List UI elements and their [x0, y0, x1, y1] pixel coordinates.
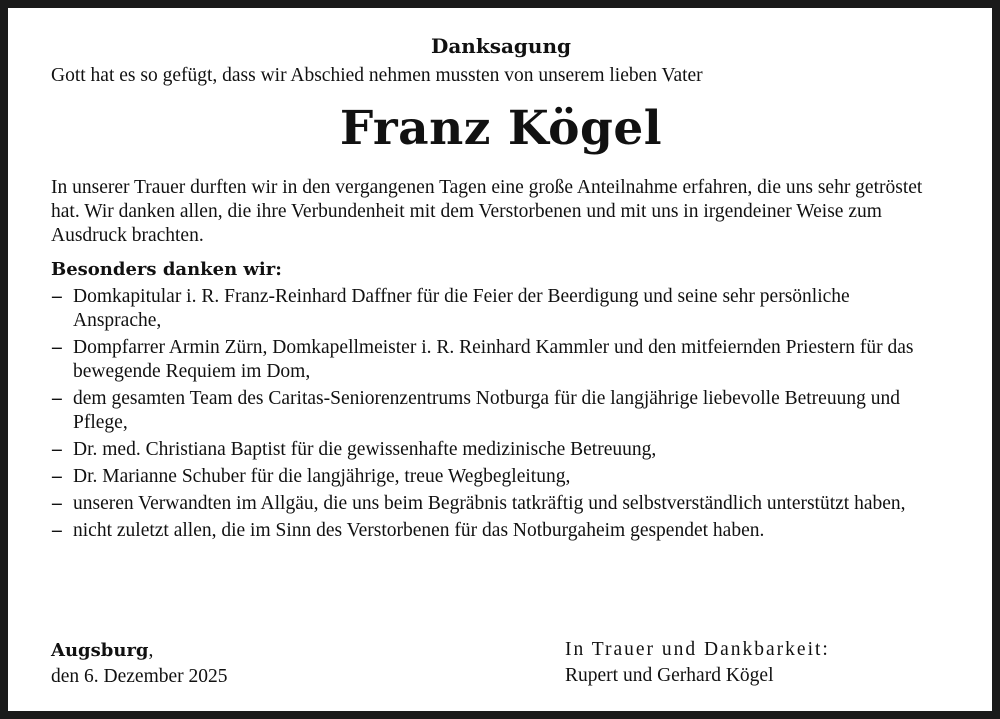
list-item-text: Dompfarrer Armin Zürn, Domkapellmeister i. R. Reinhard Kammler und den mitfeiernden Priestern für das bewegende Requiem im Dom, — [73, 337, 914, 382]
place-line — [51, 637, 228, 664]
list-item-text: Dr. med. Christiana Baptist für die gewissenhafte medizinische Betreuung, — [73, 439, 657, 460]
list-item — [51, 438, 933, 462]
deceased-name: Franz Kögel — [339, 101, 663, 156]
notice-date: den 6. Dezember 2025 — [51, 666, 228, 687]
bullet-dash: – — [52, 520, 62, 541]
list-item — [51, 492, 933, 516]
list-item-text: Domkapitular i. R. Franz-Reinhard Daffner für die Feier der Beerdigung und seine sehr persönliche Ansprache, — [73, 286, 850, 331]
bullet-dash: – — [52, 286, 62, 307]
list-item — [51, 387, 933, 435]
list-item-text: nicht zuletzt allen, die im Sinn des Verstorbenen für das Notburgaheim gespendet haben. — [73, 520, 765, 541]
thanks-heading: Besonders danken wir: — [51, 259, 282, 280]
list-item-text: Dr. Marianne Schuber für die langjährige, treue Wegbegleitung, — [73, 466, 571, 487]
city-name: Augsburg — [51, 640, 149, 661]
bullet-dash: – — [52, 337, 62, 358]
signers: Rupert und Gerhard Kögel — [565, 665, 774, 686]
list-item — [51, 285, 933, 333]
thanks-list — [51, 285, 951, 543]
city-suffix: , — [148, 640, 154, 661]
thanks-paragraph: In unserer Trauer durften wir in den vergangenen Tagen eine große Anteilnahme erfahren, die uns sehr getröstet hat. Wir danken allen, die ihre Verbundenheit mit dem Verstorbenen und mit uns in irgendeiner Weise zum Ausdruck brachten. — [51, 177, 923, 246]
closing-line: In Trauer und Dankbarkeit: — [565, 639, 830, 660]
list-item-text: unseren Verwandten im Allgäu, die uns beim Begräbnis tatkräftig und selbstverständlich unterstützt haben, — [73, 493, 906, 514]
notice-body — [51, 30, 951, 546]
list-item — [51, 465, 933, 489]
list-item — [51, 336, 933, 384]
notice-footer — [51, 637, 951, 697]
signature-block — [565, 637, 830, 689]
intro-line: Gott hat es so gefügt, dass wir Abschied nehmen mussten von unserem lieben Vater — [51, 65, 703, 86]
bullet-dash: – — [52, 388, 62, 409]
bullet-dash: – — [52, 466, 62, 487]
bullet-dash: – — [52, 493, 62, 514]
list-item — [51, 519, 933, 543]
list-item-text: dem gesamten Team des Caritas-Seniorenzentrums Notburga für die langjährige liebevolle Betreuung und Pflege, — [73, 388, 900, 433]
place-date — [51, 637, 228, 690]
bullet-dash: – — [52, 439, 62, 460]
notice-heading: Danksagung — [431, 34, 571, 58]
